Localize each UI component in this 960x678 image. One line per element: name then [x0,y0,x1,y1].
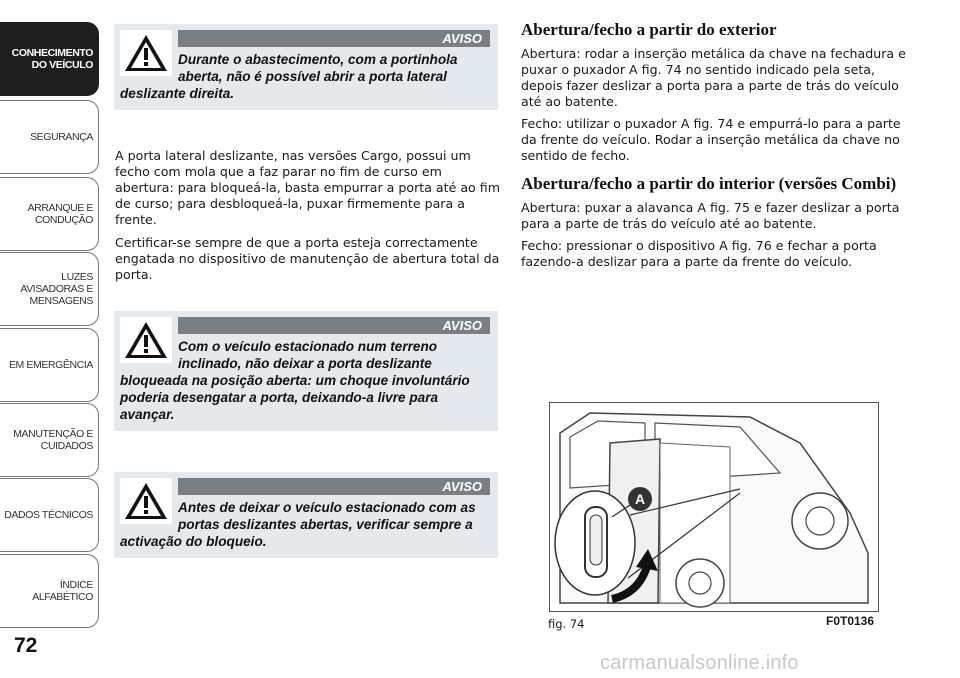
warning-title: AVISO [178,30,490,47]
warning-box [114,311,498,431]
paragraph: Abertura: rodar a inserção metálica da chave na fechadura e puxar o puxador A fig. 74 no sentido indicado pela seta, depois fazer deslizar a porta para a parte de trás do veículo até ao batente. [521,46,906,109]
body-text-right [521,20,907,276]
tab-indice[interactable]: ÍNDICE ALFABÉTICO [0,554,99,628]
van-door-illustration [550,403,878,611]
warning-title: AVISO [178,478,490,495]
paragraph: Fecho: utilizar o puxador A fig. 74 e empurrá-lo para a parte da frente do veículo. Rodar a inserção metálica da chave no sentido de fecho. [521,116,901,163]
warning-box [114,24,498,110]
section-heading: Abertura/fecho a partir do exterior [521,20,777,39]
warning-text: Durante o abastecimento, com a portinhola aberta, não é possível abrir a porta lateral deslizante direita. [120,52,458,101]
warning-triangle-icon [120,317,172,363]
paragraph: A porta lateral deslizante, nas versões Cargo, possui um fecho com mola que a faz parar no fim de curso em abertura: para bloqueá-la, basta empurrar a porta até ao fim de curso; para desbloqueá-la, puxar firmemente para a frente. [115,148,500,227]
warning-title: AVISO [178,317,490,334]
tab-dados-tecnicos[interactable]: DADOS TÉCNICOS [0,478,99,552]
watermark: carmanualsonline.info [600,652,799,674]
figure-illustration [549,402,879,612]
body-text-left [115,148,500,290]
page-number: 72 [14,634,38,657]
paragraph: Fecho: pressionar o dispositivo A fig. 76 e fechar a porta fazendo-a deslizar para a parte da frente do veículo. [521,238,877,269]
warning-text: Antes de deixar o veículo estacionado com as portas deslizantes abertas, verificar sempre a activação do bloqueio. [120,500,476,549]
figure-label: fig. 74 [548,617,585,631]
section-heading: Abertura/fecho a partir do interior (versões Combi) [521,174,897,193]
callout-label: A [634,491,646,507]
tab-seguranca[interactable]: SEGURANÇA [0,100,99,174]
warning-box [114,472,498,558]
tab-conhecimento[interactable]: CONHECIMENTO DO VEÍCULO [0,22,99,96]
tab-luzes-avisadoras[interactable]: LUZES AVISADORAS E MENSAGENS [0,252,99,326]
warning-text: Com o veículo estacionado num terreno inclinado, não deixar a porta deslizante bloqueada na posição aberta: um choque involuntário poderia desengatar a porta, deixando-a livre para avançar. [120,339,470,422]
tab-manutencao[interactable]: MANUTENÇÃO E CUIDADOS [0,403,99,477]
warning-triangle-icon [120,478,172,524]
warning-triangle-icon [120,30,172,76]
tab-emergencia[interactable]: EM EMERGÊNCIA [0,328,99,402]
paragraph: Abertura: puxar a alavanca A fig. 75 e fazer deslizar a porta para a parte de trás do veículo até ao batente. [521,200,900,231]
tab-arranque[interactable]: ARRANQUE E CONDUÇÃO [0,177,99,251]
figure-code: F0T0136 [826,614,875,628]
paragraph: Certificar-se sempre de que a porta esteja correctamente engatada no dispositivo de manutenção de abertura total da porta. [115,235,500,282]
